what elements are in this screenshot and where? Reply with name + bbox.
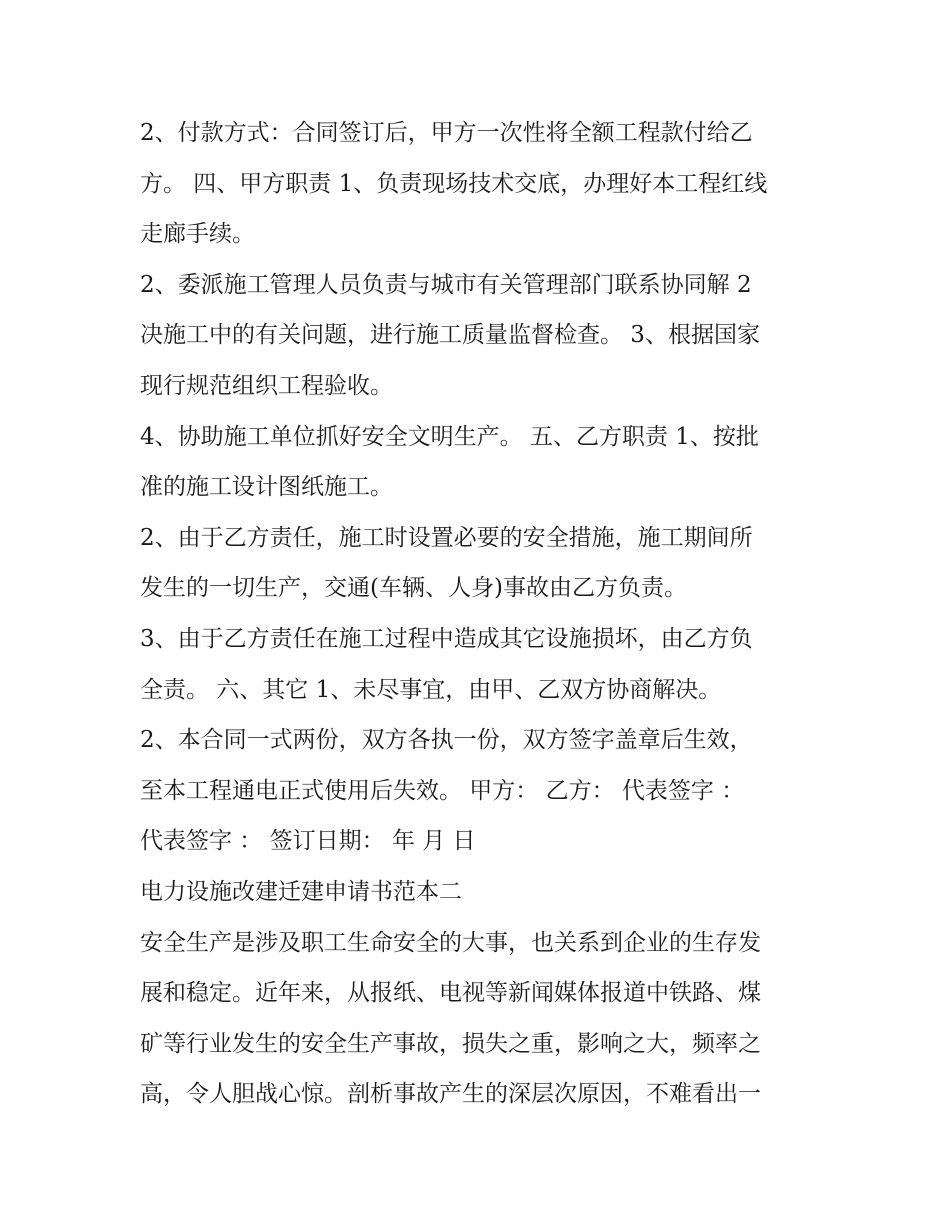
text-line: 方。 四、甲方职责 1、负责现场技术交底，办理好本工程红线 <box>140 170 768 197</box>
text-line: 准的施工设计图纸施工。 <box>140 474 393 501</box>
text-line: 4、协助施工单位抓好安全文明生产。 五、乙方职责 1、按批 <box>140 423 759 450</box>
text-line: 展和稳定。近年来，从报纸、电视等新闻媒体报道中铁路、煤 <box>140 980 761 1007</box>
text-line: 走廊手续。 <box>140 221 255 248</box>
text-line: 2、由于乙方责任，施工时设置必要的安全措施，施工期间所 <box>140 524 753 551</box>
text-line: 代表签字 ： 签订日期： 年 月 日 <box>140 828 476 855</box>
text-line: 发生的一切生产，交通(车辆、人身)事故由乙方负责。 <box>140 575 687 602</box>
text-line: 2、付款方式：合同签订后，甲方一次性将全额工程款付给乙 <box>140 120 753 146</box>
text-line: 安全生产是涉及职工生命安全的大事，也关系到企业的生存发 <box>140 929 761 956</box>
text-line: 3、由于乙方责任在施工过程中造成其它设施损坏，由乙方负 <box>140 625 753 652</box>
text-line: 高，令人胆战心惊。剖析事故产生的深层次原因，不难看出一 <box>140 1081 761 1108</box>
text-line: 矿等行业发生的安全生产事故，损失之重，影响之大，频率之 <box>140 1030 761 1057</box>
text-line: 决施工中的有关问题，进行施工质量监督检查。 3、根据国家 <box>140 322 760 349</box>
text-line: 现行规范组织工程验收。 <box>140 372 393 399</box>
text-line: 全责。 六、其它 1、未尽事宜，由甲、乙双方协商解决。 <box>140 676 722 703</box>
section-heading: 电力设施改建迁建申请书范本二 <box>140 878 462 905</box>
text-line: 2、委派施工管理人员负责与城市有关管理部门联系协同解 2 <box>140 271 752 298</box>
text-line: 2、本合同一式两份，双方各执一份，双方签字盖章后生效， <box>140 727 753 754</box>
text-line: 至本工程通电正式使用后失效。 甲方： 乙方： 代表签字 ： <box>140 777 745 804</box>
document-body <box>140 108 840 1120</box>
